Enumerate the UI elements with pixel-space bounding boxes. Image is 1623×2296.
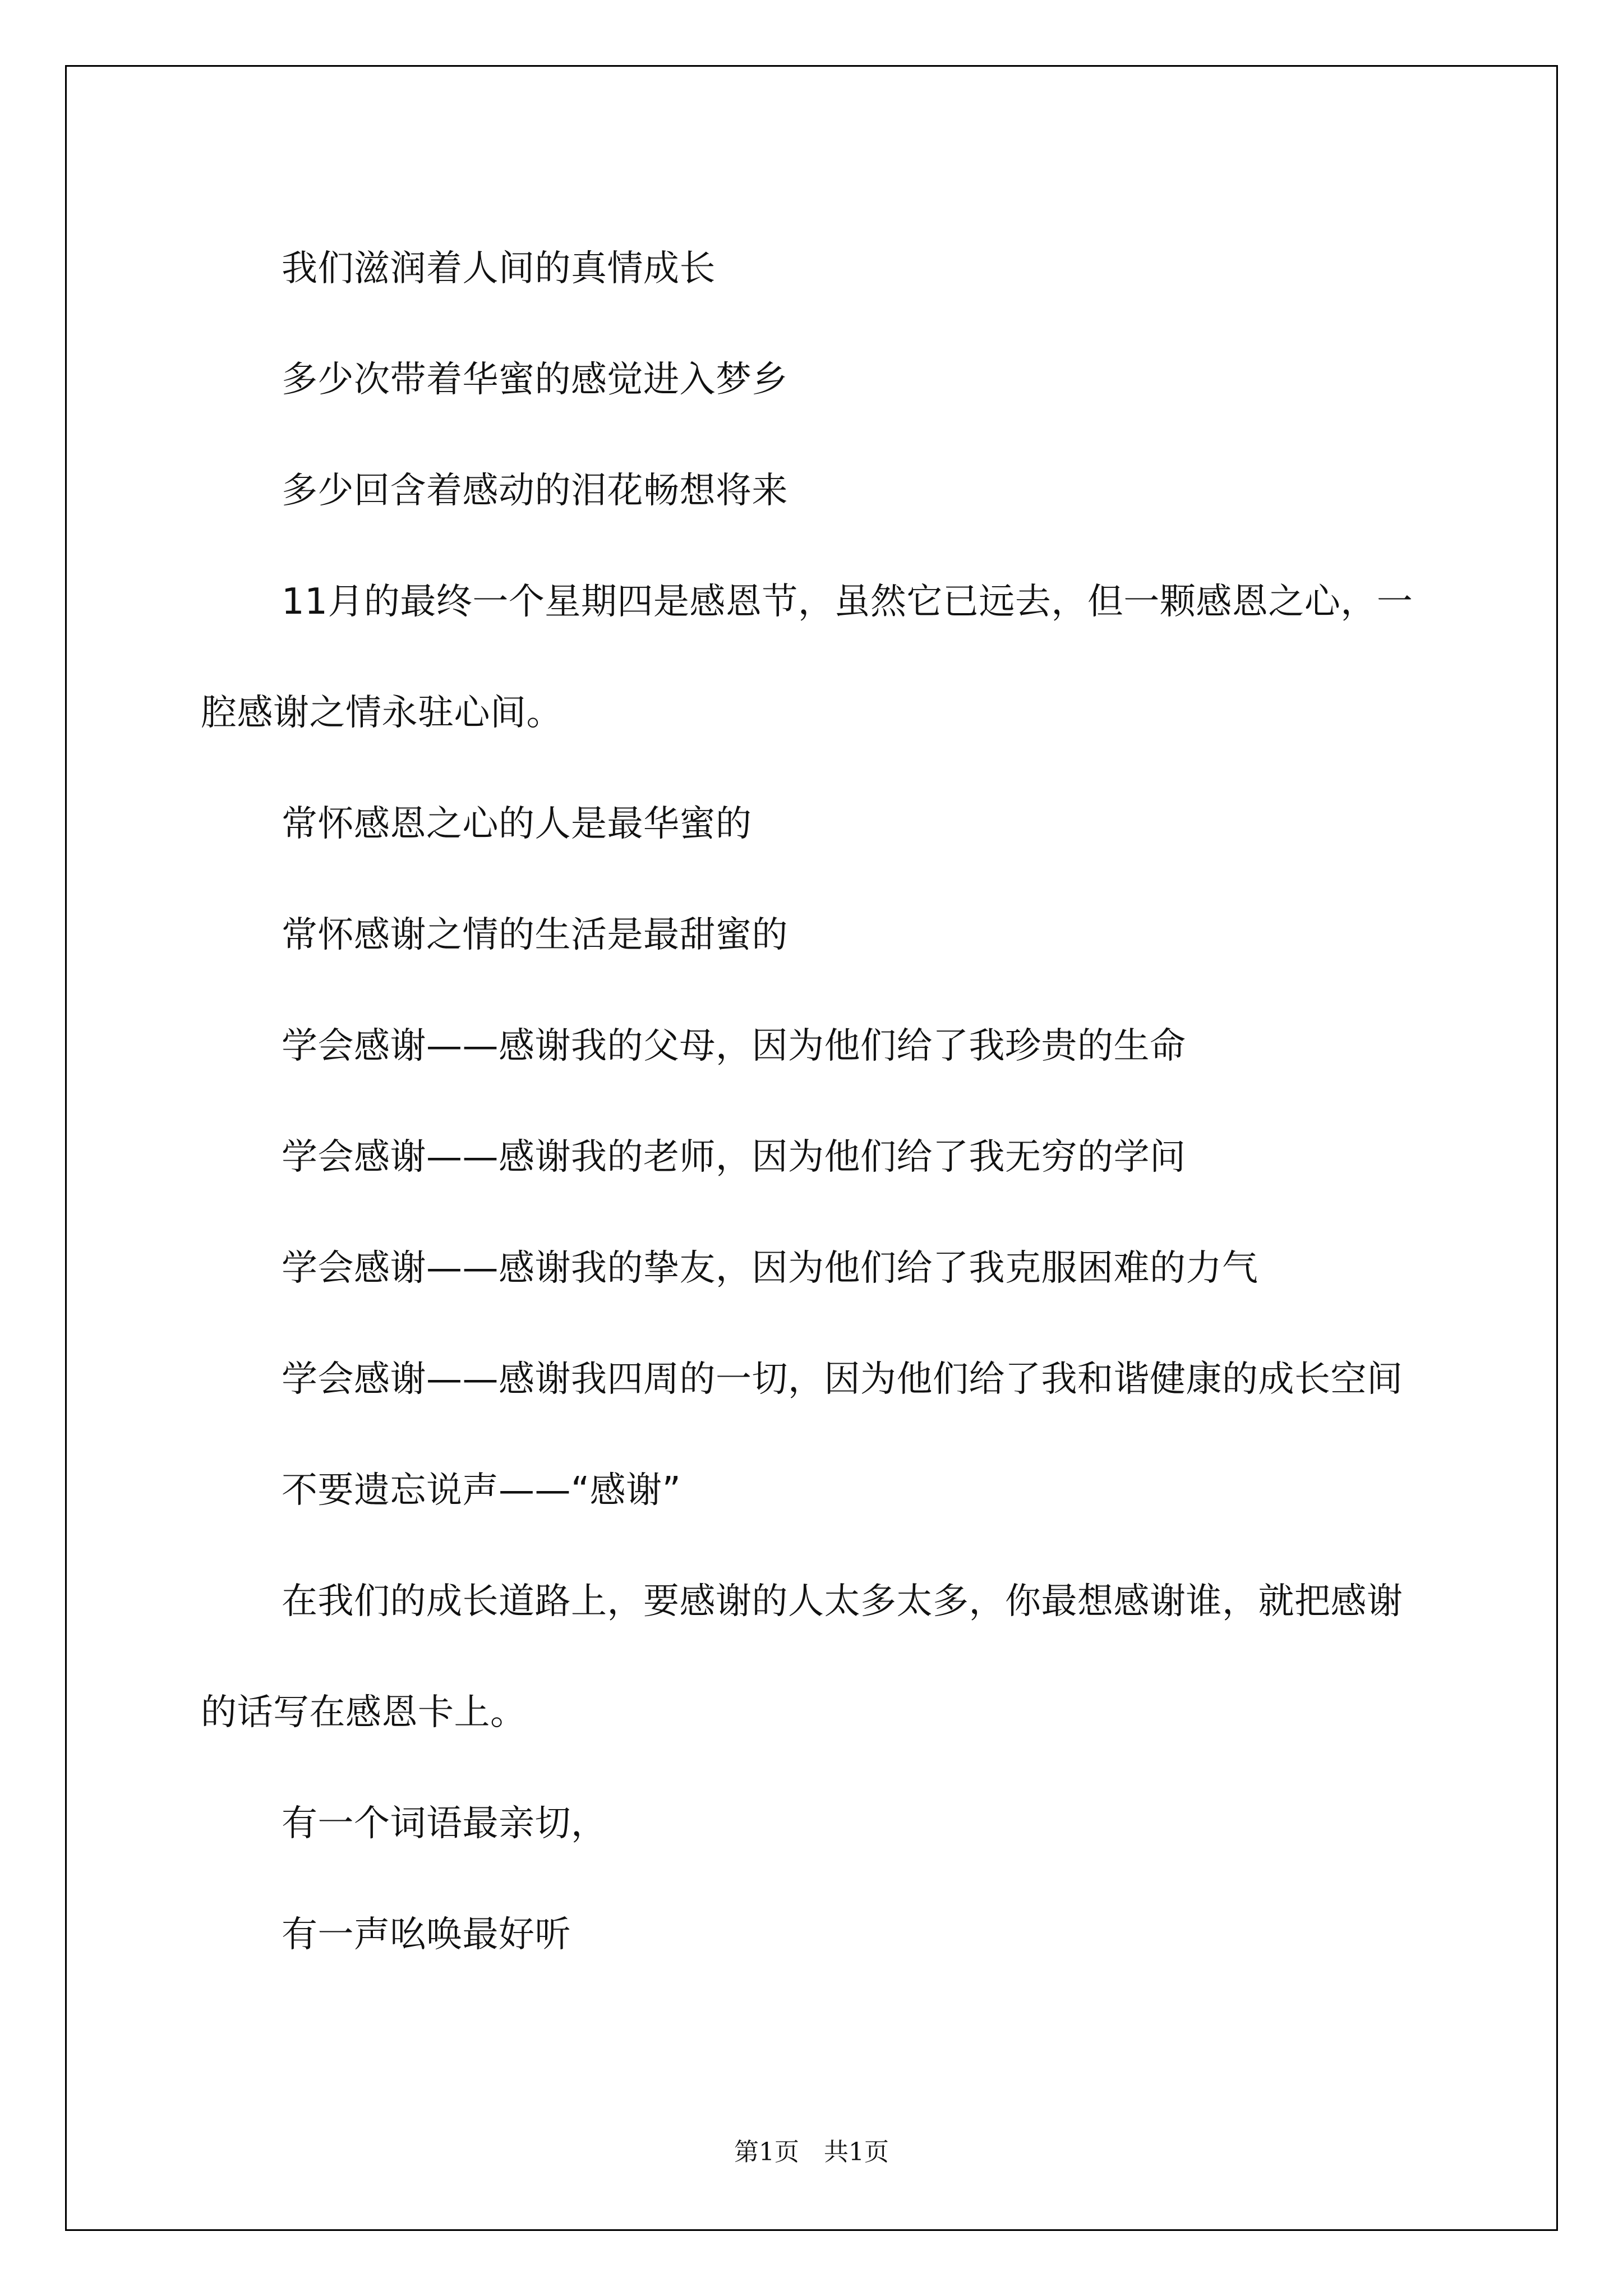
document-body (201, 213, 1435, 1990)
paragraph: 学会感谢——感谢我的父母，因为他们给了我珍贵的生命 (282, 1025, 1186, 1067)
paragraph: 多少次带着华蜜的感觉进入梦乡 (282, 359, 788, 401)
paragraph: 学会感谢——感谢我的挚友，因为他们给了我克服困难的力气 (282, 1248, 1258, 1289)
paragraph: 11月的最终一个星期四是感恩节，虽然它已远去，但一颗感恩之心，一腔感谢之情永驻心间。 (201, 581, 1413, 734)
paragraph: 有一声吆唤最好听 (282, 1914, 571, 1955)
paragraph: 常怀感谢之情的生活是最甜蜜的 (282, 914, 788, 956)
paragraph: 不要遗忘说声——“感谢” (282, 1470, 681, 1511)
page-number-current: 第1页 (734, 2138, 799, 2166)
page-number-total: 共1页 (824, 2138, 889, 2166)
paragraph: 多少回含着感动的泪花畅想将来 (282, 470, 788, 512)
paragraph: 有一个词语最亲切， (282, 1803, 607, 1844)
page-footer (0, 2132, 1623, 2168)
paragraph: 常怀感恩之心的人是最华蜜的 (282, 803, 752, 845)
paragraph: 我们滋润着人间的真情成长 (282, 248, 716, 289)
paragraph: 学会感谢——感谢我的老师，因为他们给了我无穷的学问 (282, 1137, 1186, 1178)
paragraph: 在我们的成长道路上，要感谢的人太多太多，你最想感谢谁，就把感谢的话写在感恩卡上。 (201, 1581, 1403, 1733)
paragraph: 学会感谢——感谢我四周的一切，因为他们给了我和谐健康的成长空间 (282, 1359, 1403, 1400)
